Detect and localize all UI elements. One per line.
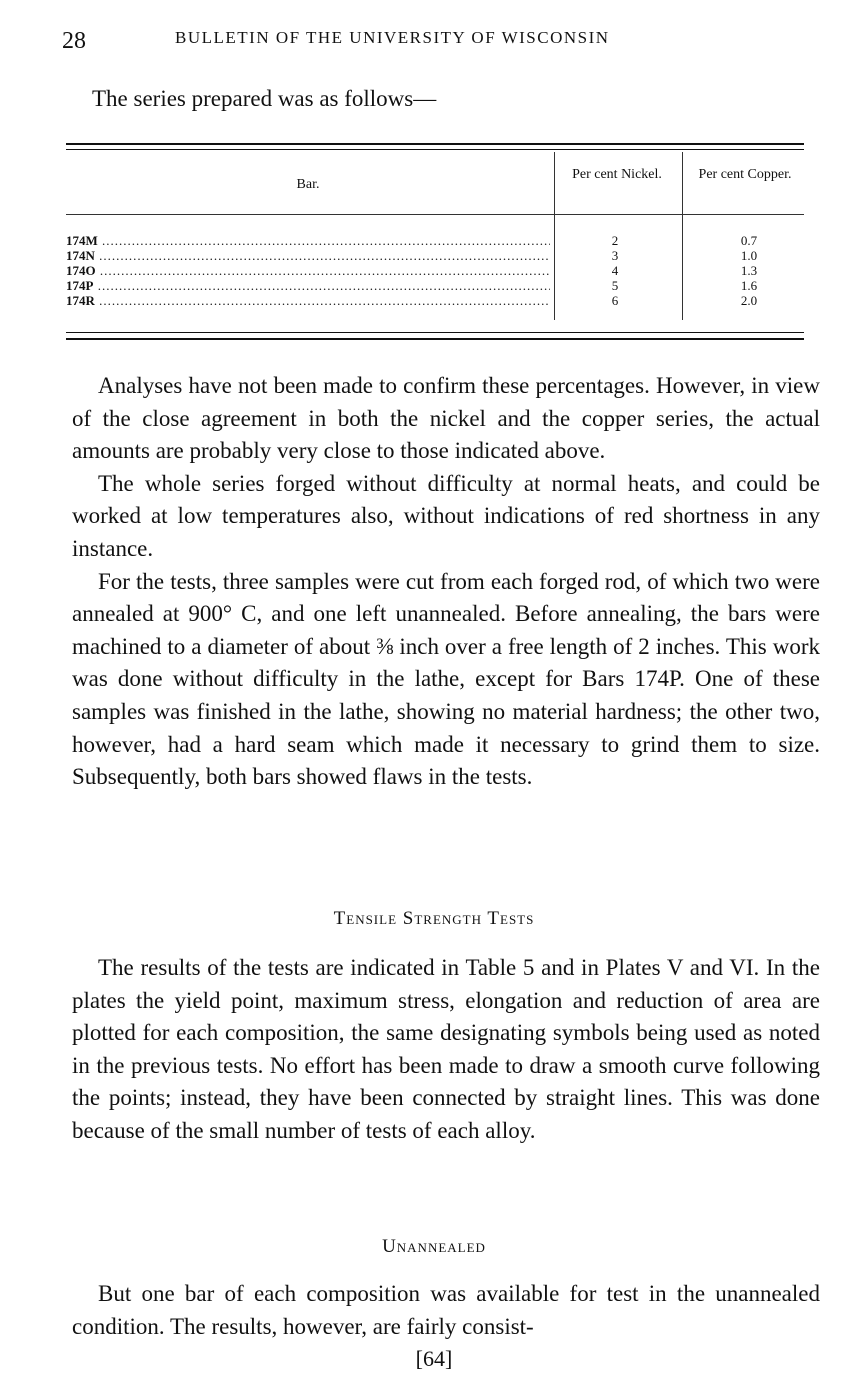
bar-cell: 174N ..... [66, 248, 550, 263]
table-bottom-rule [66, 338, 804, 340]
tensile-text-block [72, 952, 820, 1148]
table-row [66, 293, 804, 308]
table-row [66, 248, 804, 263]
header-separator [66, 214, 804, 215]
copper-cell: 1.3 [740, 263, 758, 278]
bar-cell: 174O ..... [66, 263, 550, 278]
nickel-cell: 3 [611, 248, 619, 263]
bar-cell: 174M ..... [66, 233, 550, 248]
nickel-cell: 5 [611, 278, 619, 293]
column-header-nickel: Per cent Nickel. [572, 167, 662, 182]
column-header-copper: Per cent Copper. [698, 167, 792, 182]
copper-cell: 1.0 [740, 248, 758, 263]
copper-cell: 2.0 [740, 293, 758, 308]
copper-cell: 0.7 [740, 233, 758, 248]
table-row [66, 263, 804, 278]
paragraph: But one bar of each composition was available for test in the unannealed condition. The results, however, are fairly consist- [72, 1281, 820, 1339]
folio: [64] [415, 1346, 453, 1371]
nickel-cell: 2 [611, 233, 619, 248]
section-heading-unannealed: Unannealed [382, 1236, 486, 1257]
nickel-cell: 4 [611, 263, 619, 278]
table-bottom-rule-inner [66, 332, 804, 333]
section-heading-tensile: Tensile Strength Tests [333, 908, 535, 929]
bar-cell: 174R ..... [66, 293, 550, 308]
intro-sentence: The series prepared was as follows— [92, 86, 437, 111]
bar-cell: 174P ..... [66, 278, 550, 293]
paragraph: The results of the tests are indicated in Table 5 and in Plates V and VI. In the plates the yield point, maximum stress, elongation and reduction of area are plotted for each composition, the same designating symbols being used as noted in the previous tests. No effort has been made to draw a smooth curve following the points; instead, they have been connected by straight lines. This was done because of the small number of tests of each alloy. [72, 955, 820, 1143]
column-header-bar: Bar. [296, 177, 320, 192]
paragraph: Analyses have not been made to confirm these percentages. However, in view of the close agreement in both the nickel and the copper series, the actual amounts are probably very close to those indicated above. [72, 373, 820, 464]
running-head: BULLETIN OF THE UNIVERSITY OF WISCONSIN [175, 28, 610, 47]
unannealed-text-block [72, 1278, 820, 1343]
table-top-rule [66, 143, 804, 145]
paragraph: The whole series forged without difficulty at normal heats, and could be worked at low temperatures also, without indications of red shortness in any instance. [72, 470, 820, 561]
page-number: 28 [62, 28, 86, 54]
table-body [66, 233, 804, 308]
table-top-rule-inner [66, 149, 804, 150]
table-row [66, 233, 804, 248]
body-text-block [72, 370, 820, 794]
paragraph: For the tests, three samples were cut from each forged rod, of which two were annealed at 900° C, and one left unannealed. Before annealing, the bars were machined to a diameter of about ⅜ inch over a free length of 2 inches. This work was done without difficulty in the lathe, except for Bars 174P. One of these samples was finished in the lathe, showing no material hardness; the other two, however, had a hard seam which made it necessary to grind them to size. Subsequently, both bars showed flaws in the tests. [72, 568, 820, 790]
nickel-cell: 6 [611, 293, 619, 308]
table-row [66, 278, 804, 293]
copper-cell: 1.6 [740, 278, 758, 293]
